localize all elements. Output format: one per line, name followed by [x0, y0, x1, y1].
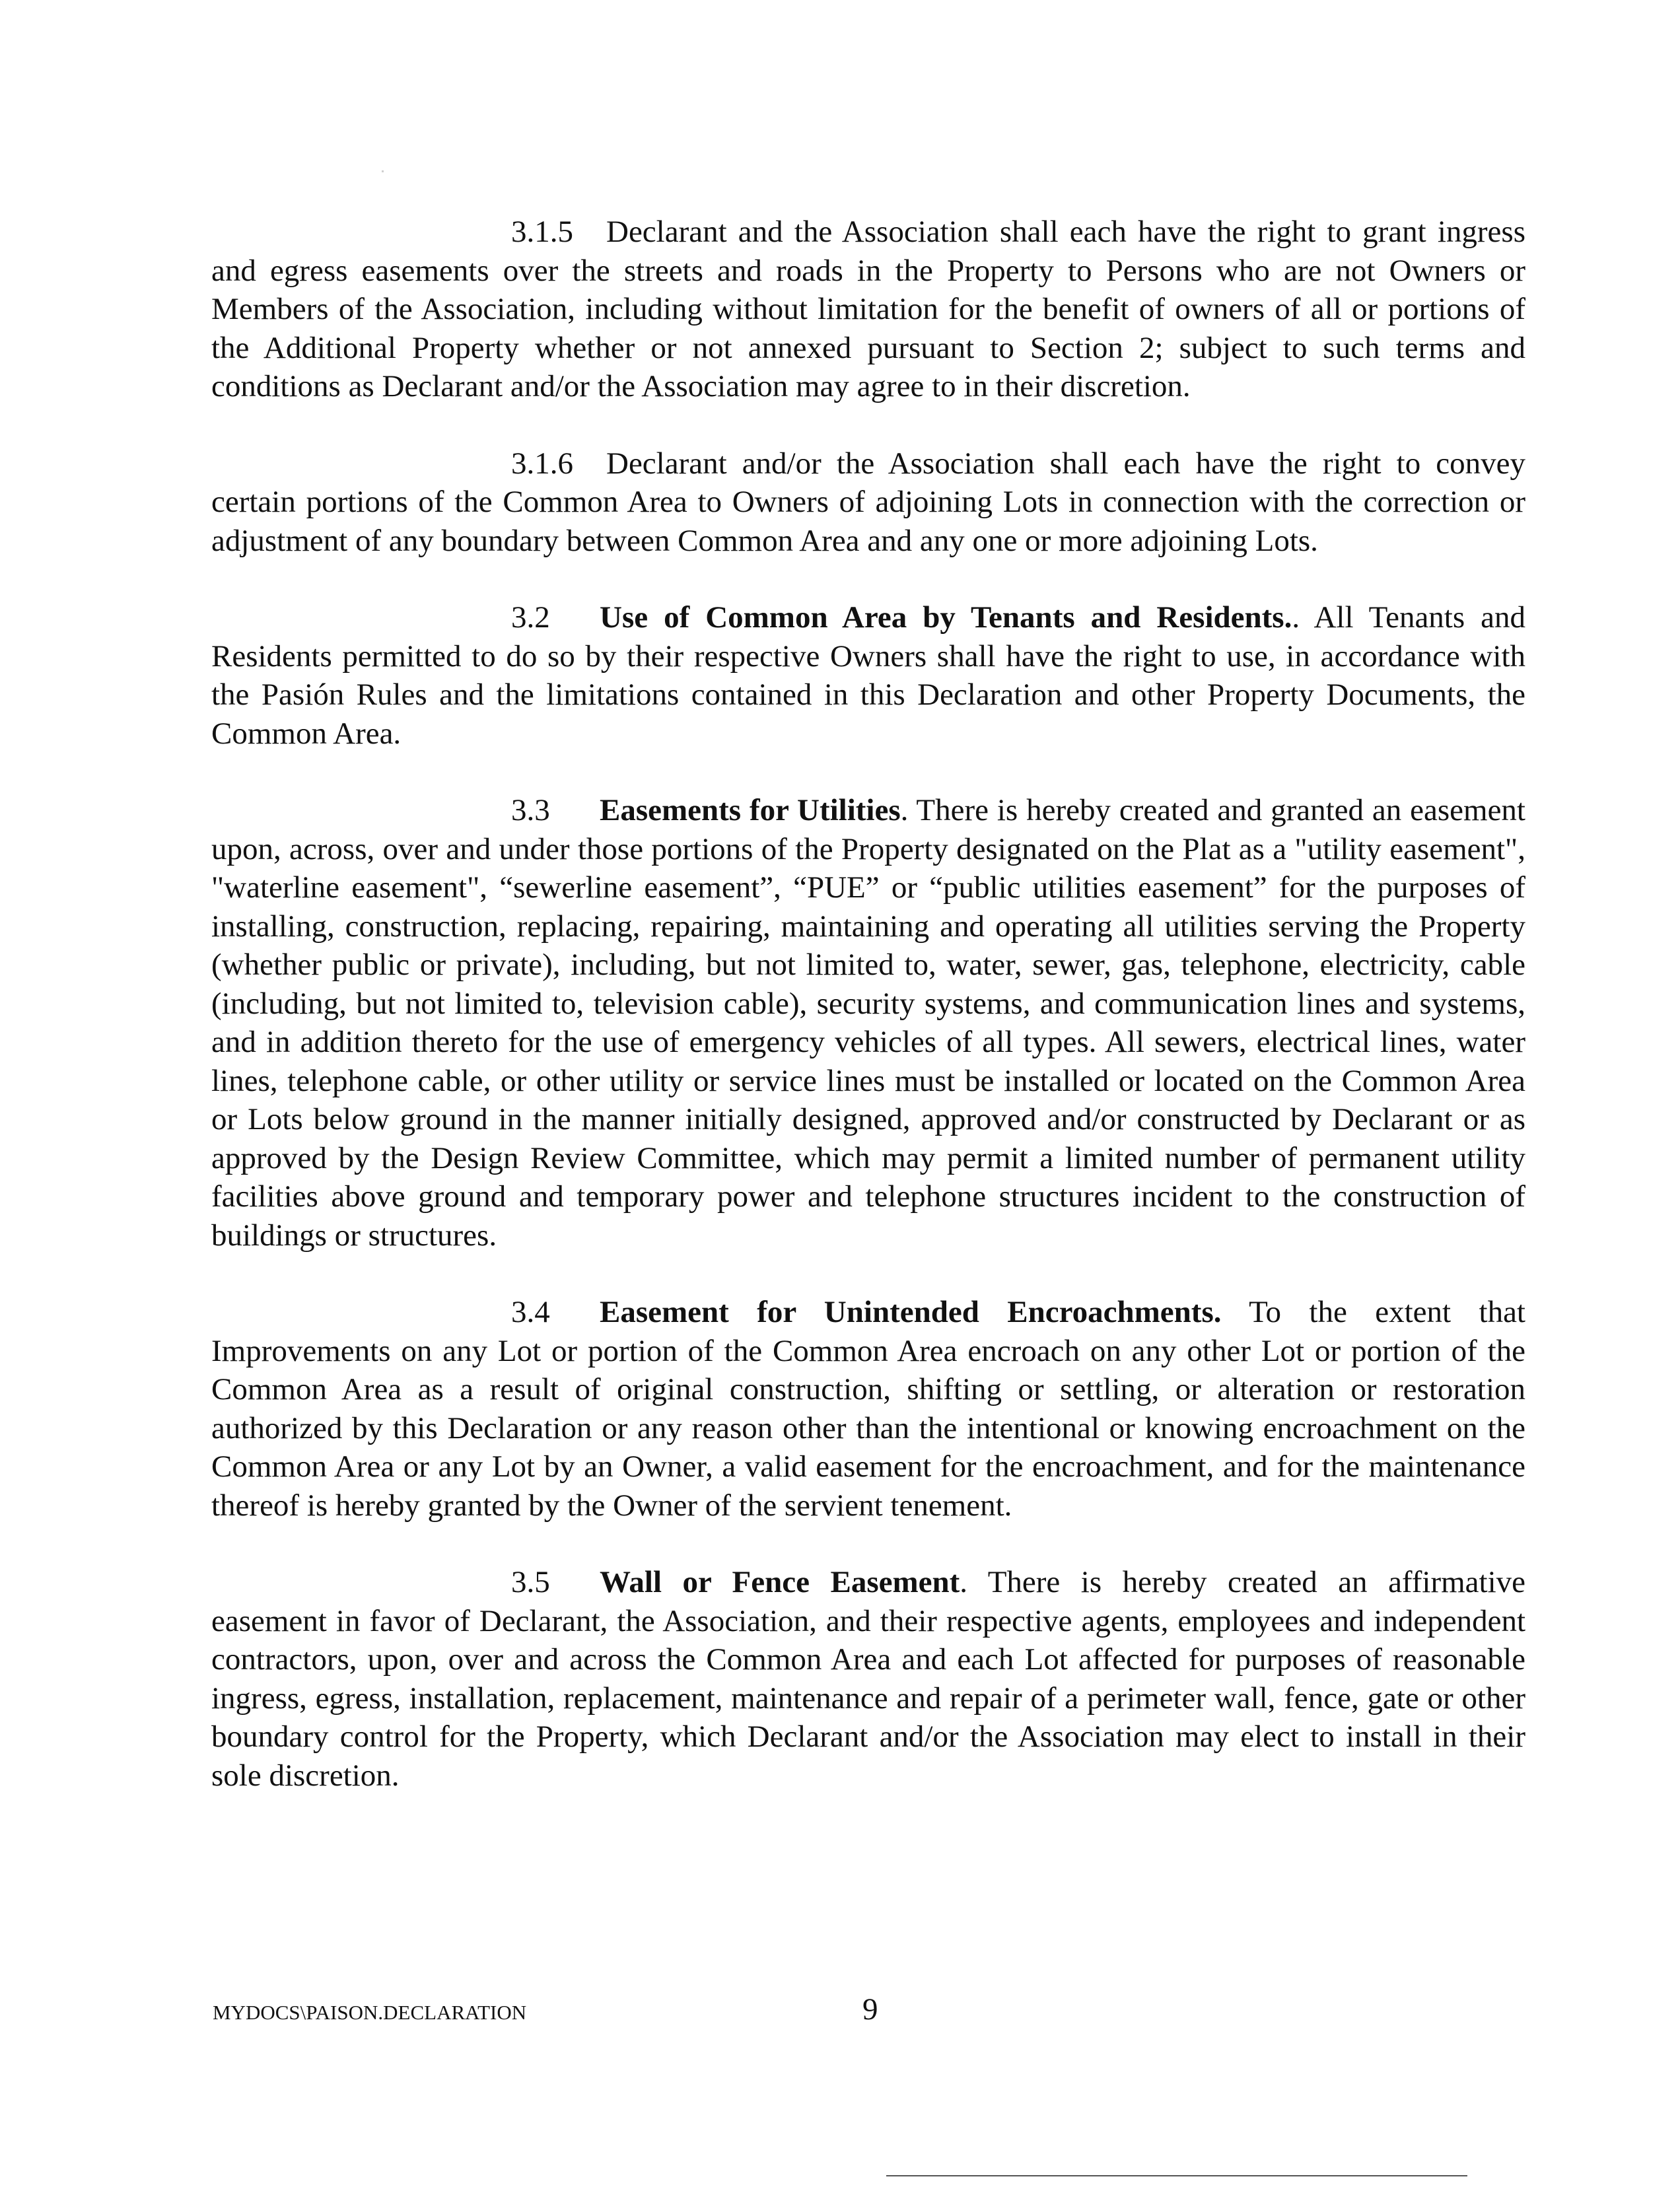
- section-text: Declarant and the Association shall each have the right to grant ingress and egress easements over the streets and roads in the Property to Persons who are not Owners or Members of the Association, including without limitation for the benefit of owners of all or portions of the Additional Property whether or not annexed pursuant to Section 2; subject to such terms and conditions as Declarant and/or the Association may agree to in their discretion.: [211, 215, 1525, 403]
- section-text: . There is hereby created and granted an easement upon, across, over and under those portions of the Property designated on the Plat as a "utility easement", "waterline easement", “sewerline easement”, “PUE” or “public utilities easement” for the purposes of installing, construction, replacing, repairing, maintaining and operating all utilities serving the Property (whether public or private), including, but not limited to, water, sewer, gas, telephone, electricity, cable (including, but not limited to, television cable), security systems, and communication lines and systems, and in addition thereto for the use of emergency vehicles of all types. All sewers, electrical lines, water lines, telephone cable, or other utility or service lines must be installed or located on the Common Area or Lots below ground in the manner initially designed, approved and/or constructed by Declarant or as approved by the Design Review Committee, which may permit a limited number of permanent utility facilities above ground and temporary power and telephone structures incident to the construction of buildings or structures.: [211, 793, 1525, 1253]
- section-3-4: [211, 1293, 1525, 1525]
- bottom-divider: [886, 2175, 1467, 2176]
- section-number: 3.4: [511, 1295, 550, 1329]
- section-number: 3.1.5: [511, 215, 573, 249]
- section-heading: Use of Common Area by Tenants and Residents.: [600, 600, 1292, 635]
- section-3-3: [211, 791, 1525, 1255]
- section-heading: Wall or Fence Easement: [600, 1565, 960, 1599]
- section-number: 3.3: [511, 793, 550, 827]
- footer-doc-path: MYDOCS\PAISON.DECLARATION: [213, 2001, 527, 2024]
- section-3-1-6: [211, 444, 1525, 561]
- section-heading: Easements for Utilities: [600, 793, 901, 827]
- section-number: 3.1.6: [511, 446, 573, 481]
- document-body: [211, 213, 1525, 1833]
- section-number: 3.2: [511, 600, 550, 635]
- scan-speck: [382, 170, 384, 172]
- section-text: . All Tenants and Residents permitted to do so by their respective Owners shall have the right to use, in accordance with the Pasión Rules and the limitations contained in this Declaration and other Property Documents, the Common Area.: [211, 600, 1525, 751]
- section-text: . There is hereby created an affirmative easement in favor of Declarant, the Association, and their respective agents, employees and independent contractors, upon, over and across the Common Area and each Lot affected for purposes of reasonable ingress, egress, installation, replacement, maintenance and repair of a perimeter wall, fence, gate or other boundary control for the Property, which Declarant and/or the Association may elect to install in their sole discretion.: [211, 1565, 1525, 1793]
- section-heading: Easement for Unintended Encroachments.: [600, 1295, 1222, 1329]
- section-text: To the extent that Improvements on any Lot or portion of the Common Area encroach on any other Lot or portion of the Common Area as a result of original construction, shifting or settling, or alteration or restoration authorized by this Declaration or any reason other than the intentional or knowing encroachment on the Common Area or any Lot by an Owner, a valid easement for the encroachment, and for the maintenance thereof is hereby granted by the Owner of the servient tenement.: [211, 1295, 1525, 1523]
- section-3-5: [211, 1563, 1525, 1795]
- footer-page-number: 9: [862, 1992, 878, 2027]
- section-3-1-5: [211, 213, 1525, 406]
- section-3-2: [211, 598, 1525, 753]
- section-text: Declarant and/or the Association shall each have the right to convey certain portions of the Common Area to Owners of adjoining Lots in connection with the correction or adjustment of any boundary between Common Area and any one or more adjoining Lots.: [211, 446, 1525, 558]
- section-number: 3.5: [511, 1565, 550, 1599]
